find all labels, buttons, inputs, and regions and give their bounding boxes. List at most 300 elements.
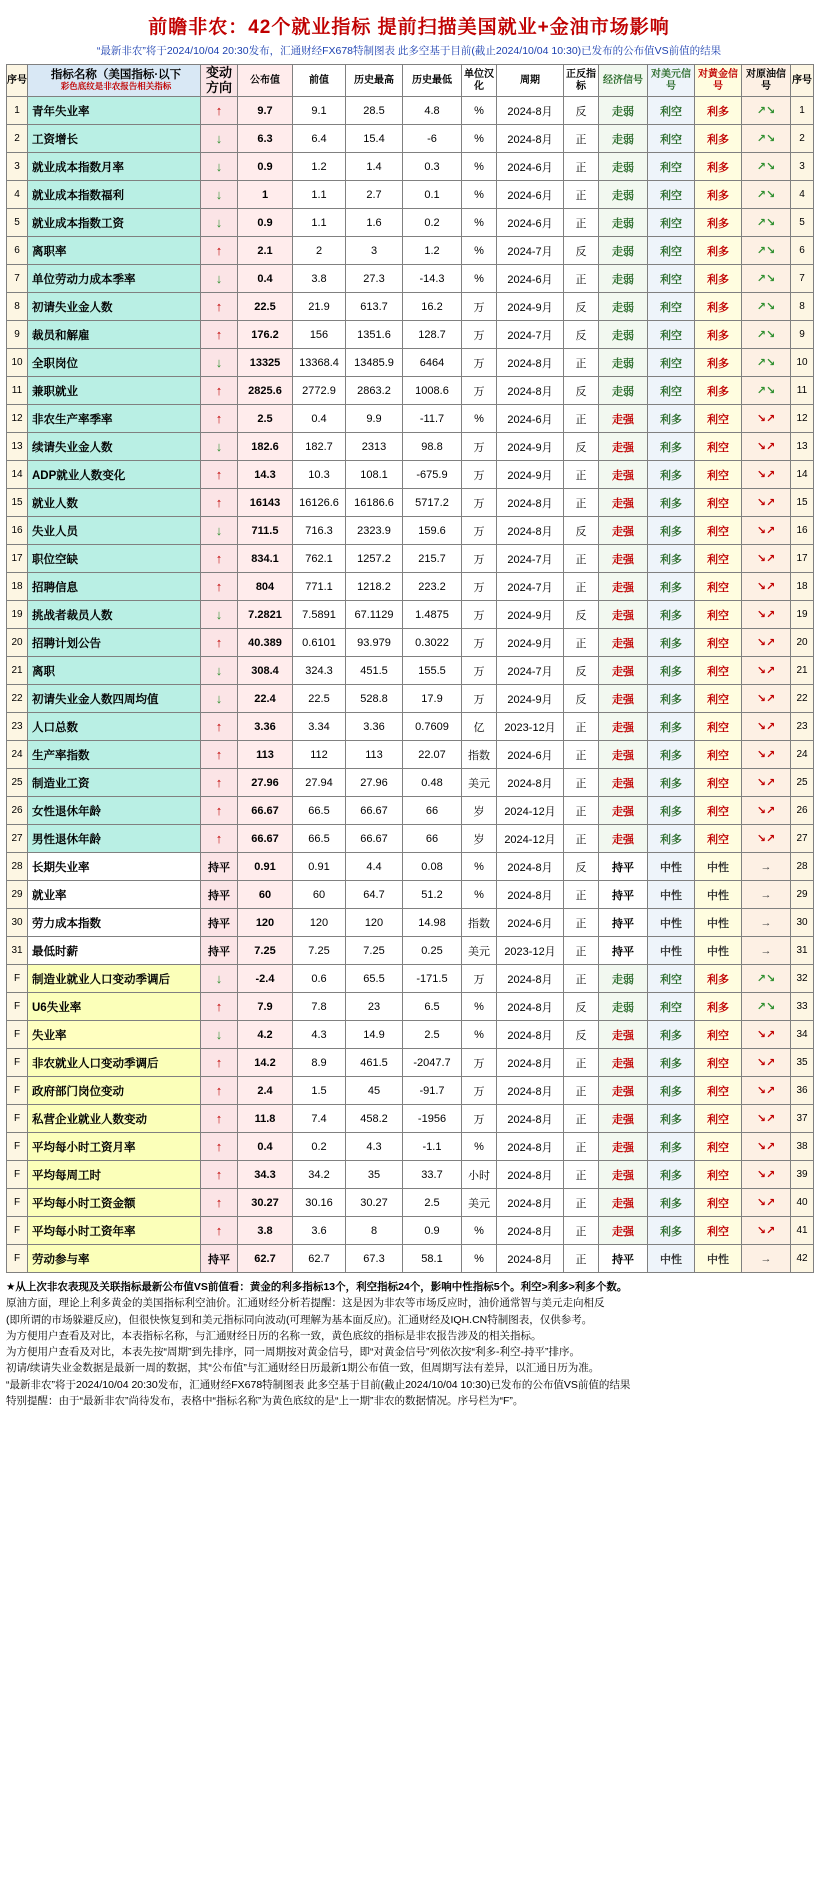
published-value: 11.8 bbox=[238, 1105, 293, 1133]
usd-signal: 利空 bbox=[648, 993, 695, 1021]
header-oil-signal: 对原油信号 bbox=[742, 65, 791, 97]
usd-signal: 利多 bbox=[648, 601, 695, 629]
econ-signal: 走强 bbox=[599, 1189, 648, 1217]
published-value: 834.1 bbox=[238, 545, 293, 573]
oil-signal-icon: → bbox=[742, 1245, 791, 1273]
reverse-flag: 正 bbox=[564, 769, 599, 797]
econ-signal: 走弱 bbox=[599, 209, 648, 237]
historical-min: 0.48 bbox=[403, 769, 462, 797]
usd-signal: 利空 bbox=[648, 153, 695, 181]
direction-arrow-icon: ↑ bbox=[201, 1077, 238, 1105]
oil-signal-icon: ↘↗ bbox=[742, 405, 791, 433]
econ-signal: 走强 bbox=[599, 797, 648, 825]
econ-signal: 走强 bbox=[599, 825, 648, 853]
gold-signal: 利空 bbox=[695, 1021, 742, 1049]
econ-signal: 走弱 bbox=[599, 181, 648, 209]
table-row bbox=[7, 601, 814, 629]
unit: % bbox=[462, 237, 497, 265]
reverse-flag: 正 bbox=[564, 349, 599, 377]
footnote-line: (即所谓的市场躲避反应)，但很快恢复到和美元指标同向波动(可理解为基本面反应)。汇通财经及IQH.CN特制图表，仅供参考。 bbox=[6, 1313, 593, 1326]
unit: % bbox=[462, 1217, 497, 1245]
econ-signal: 持平 bbox=[599, 1245, 648, 1273]
table-row bbox=[7, 1049, 814, 1077]
table-row bbox=[7, 1133, 814, 1161]
gold-signal: 利空 bbox=[695, 825, 742, 853]
indicator-name: 女性退休年龄 bbox=[28, 797, 201, 825]
table-row bbox=[7, 1077, 814, 1105]
oil-signal-icon: ↘↗ bbox=[742, 1049, 791, 1077]
reverse-flag: 正 bbox=[564, 125, 599, 153]
usd-signal: 利多 bbox=[648, 1189, 695, 1217]
indicator-name: 青年失业率 bbox=[28, 97, 201, 125]
historical-min: 128.7 bbox=[403, 321, 462, 349]
published-value: 7.9 bbox=[238, 993, 293, 1021]
reverse-flag: 正 bbox=[564, 461, 599, 489]
indicator-name: 平均每小时工资金额 bbox=[28, 1189, 201, 1217]
row-index2: 18 bbox=[791, 573, 814, 601]
header-value: 公布值 bbox=[238, 65, 293, 97]
table-row bbox=[7, 377, 814, 405]
previous-value: 1.1 bbox=[293, 209, 346, 237]
table-row bbox=[7, 825, 814, 853]
row-index2: 15 bbox=[791, 489, 814, 517]
historical-max: 461.5 bbox=[346, 1049, 403, 1077]
period: 2024-8月 bbox=[497, 517, 564, 545]
table-row bbox=[7, 965, 814, 993]
historical-max: 1.4 bbox=[346, 153, 403, 181]
published-value: 7.25 bbox=[238, 937, 293, 965]
previous-value: 7.4 bbox=[293, 1105, 346, 1133]
oil-signal-icon: → bbox=[742, 881, 791, 909]
usd-signal: 利空 bbox=[648, 265, 695, 293]
gold-signal: 中性 bbox=[695, 881, 742, 909]
oil-signal-icon: ↗↘ bbox=[742, 181, 791, 209]
historical-min: 2.5 bbox=[403, 1021, 462, 1049]
usd-signal: 中性 bbox=[648, 1245, 695, 1273]
usd-signal: 利空 bbox=[648, 237, 695, 265]
indicator-name: 离职率 bbox=[28, 237, 201, 265]
header-min: 历史最低 bbox=[403, 65, 462, 97]
indicator-name: 裁员和解雇 bbox=[28, 321, 201, 349]
previous-value: 30.16 bbox=[293, 1189, 346, 1217]
historical-min: 16.2 bbox=[403, 293, 462, 321]
period: 2024-8月 bbox=[497, 1217, 564, 1245]
header-direction: 变动方向 bbox=[201, 65, 238, 97]
row-index2: 1 bbox=[791, 97, 814, 125]
footnote-line: 为方便用户查看及对比，本表指标名称，与汇通财经日历的名称一致，黄色底纹的指标是非农报告涉及的相关指标。 bbox=[6, 1329, 542, 1342]
gold-signal: 中性 bbox=[695, 853, 742, 881]
historical-min: 0.7609 bbox=[403, 713, 462, 741]
direction-arrow-icon: ↑ bbox=[201, 1161, 238, 1189]
indicator-name: 就业率 bbox=[28, 881, 201, 909]
period: 2024-8月 bbox=[497, 769, 564, 797]
row-index2: 22 bbox=[791, 685, 814, 713]
indicator-name: 就业人数 bbox=[28, 489, 201, 517]
row-index: 8 bbox=[7, 293, 28, 321]
row-index: F bbox=[7, 1161, 28, 1189]
historical-max: 64.7 bbox=[346, 881, 403, 909]
row-index2: 32 bbox=[791, 965, 814, 993]
published-value: 182.6 bbox=[238, 433, 293, 461]
econ-signal: 走强 bbox=[599, 741, 648, 769]
published-value: 22.4 bbox=[238, 685, 293, 713]
usd-signal: 利多 bbox=[648, 797, 695, 825]
historical-max: 2863.2 bbox=[346, 377, 403, 405]
table-row bbox=[7, 1021, 814, 1049]
econ-signal: 走强 bbox=[599, 713, 648, 741]
historical-max: 1.6 bbox=[346, 209, 403, 237]
unit: % bbox=[462, 209, 497, 237]
econ-signal: 走强 bbox=[599, 1217, 648, 1245]
oil-signal-icon: ↗↘ bbox=[742, 293, 791, 321]
historical-min: 159.6 bbox=[403, 517, 462, 545]
unit: % bbox=[462, 265, 497, 293]
published-value: 62.7 bbox=[238, 1245, 293, 1273]
historical-min: 1.2 bbox=[403, 237, 462, 265]
historical-min: -171.5 bbox=[403, 965, 462, 993]
usd-signal: 利空 bbox=[648, 125, 695, 153]
indicator-name: 失业率 bbox=[28, 1021, 201, 1049]
oil-signal-icon: ↗↘ bbox=[742, 237, 791, 265]
gold-signal: 利空 bbox=[695, 629, 742, 657]
gold-signal: 利多 bbox=[695, 153, 742, 181]
historical-max: 7.25 bbox=[346, 937, 403, 965]
gold-signal: 利空 bbox=[695, 741, 742, 769]
oil-signal-icon: ↘↗ bbox=[742, 825, 791, 853]
table-header-row bbox=[7, 65, 814, 97]
table-row bbox=[7, 573, 814, 601]
table-row bbox=[7, 321, 814, 349]
oil-signal-icon: ↗↘ bbox=[742, 321, 791, 349]
previous-value: 0.2 bbox=[293, 1133, 346, 1161]
oil-signal-icon: ↘↗ bbox=[742, 657, 791, 685]
period: 2024-8月 bbox=[497, 1021, 564, 1049]
header-prev: 前值 bbox=[293, 65, 346, 97]
period: 2024-8月 bbox=[497, 349, 564, 377]
row-index: 31 bbox=[7, 937, 28, 965]
previous-value: 0.6101 bbox=[293, 629, 346, 657]
table-row bbox=[7, 181, 814, 209]
direction-arrow-icon: ↑ bbox=[201, 1189, 238, 1217]
historical-max: 30.27 bbox=[346, 1189, 403, 1217]
published-value: 711.5 bbox=[238, 517, 293, 545]
unit: 指数 bbox=[462, 741, 497, 769]
historical-min: -6 bbox=[403, 125, 462, 153]
reverse-flag: 正 bbox=[564, 713, 599, 741]
table-row bbox=[7, 937, 814, 965]
period: 2024-8月 bbox=[497, 1049, 564, 1077]
indicator-name: 人口总数 bbox=[28, 713, 201, 741]
oil-signal-icon: ↘↗ bbox=[742, 545, 791, 573]
published-value: 30.27 bbox=[238, 1189, 293, 1217]
gold-signal: 利空 bbox=[695, 1133, 742, 1161]
oil-signal-icon: ↗↘ bbox=[742, 965, 791, 993]
indicator-name: 平均每小时工资月率 bbox=[28, 1133, 201, 1161]
historical-min: 4.8 bbox=[403, 97, 462, 125]
previous-value: 21.9 bbox=[293, 293, 346, 321]
header-max: 历史最高 bbox=[346, 65, 403, 97]
published-value: 113 bbox=[238, 741, 293, 769]
indicator-name: 招聘计划公告 bbox=[28, 629, 201, 657]
oil-signal-icon: ↘↗ bbox=[742, 769, 791, 797]
previous-value: 62.7 bbox=[293, 1245, 346, 1273]
row-index2: 10 bbox=[791, 349, 814, 377]
usd-signal: 利空 bbox=[648, 349, 695, 377]
row-index2: 30 bbox=[791, 909, 814, 937]
table-row bbox=[7, 909, 814, 937]
usd-signal: 利空 bbox=[648, 965, 695, 993]
published-value: 4.2 bbox=[238, 1021, 293, 1049]
previous-value: 1.2 bbox=[293, 153, 346, 181]
table-row bbox=[7, 209, 814, 237]
row-index2: 9 bbox=[791, 321, 814, 349]
published-value: 2825.6 bbox=[238, 377, 293, 405]
gold-signal: 利多 bbox=[695, 993, 742, 1021]
indicator-name: 离职 bbox=[28, 657, 201, 685]
row-index: 5 bbox=[7, 209, 28, 237]
historical-min: 58.1 bbox=[403, 1245, 462, 1273]
period: 2024-8月 bbox=[497, 853, 564, 881]
table-row bbox=[7, 1161, 814, 1189]
gold-signal: 利空 bbox=[695, 1077, 742, 1105]
previous-value: 60 bbox=[293, 881, 346, 909]
historical-max: 2.7 bbox=[346, 181, 403, 209]
gold-signal: 中性 bbox=[695, 937, 742, 965]
historical-max: 4.4 bbox=[346, 853, 403, 881]
row-index2: 24 bbox=[791, 741, 814, 769]
econ-signal: 走强 bbox=[599, 517, 648, 545]
reverse-flag: 正 bbox=[564, 545, 599, 573]
period: 2023-12月 bbox=[497, 937, 564, 965]
oil-signal-icon: ↗↘ bbox=[742, 153, 791, 181]
row-index2: 6 bbox=[791, 237, 814, 265]
indicator-name: 长期失业率 bbox=[28, 853, 201, 881]
econ-signal: 走弱 bbox=[599, 377, 648, 405]
direction-arrow-icon: ↑ bbox=[201, 97, 238, 125]
indicator-name: 平均每小时工资年率 bbox=[28, 1217, 201, 1245]
reverse-flag: 正 bbox=[564, 797, 599, 825]
oil-signal-icon: ↗↘ bbox=[742, 377, 791, 405]
previous-value: 771.1 bbox=[293, 573, 346, 601]
unit: 万 bbox=[462, 377, 497, 405]
usd-signal: 利空 bbox=[648, 97, 695, 125]
row-index: 27 bbox=[7, 825, 28, 853]
reverse-flag: 正 bbox=[564, 881, 599, 909]
published-value: 66.67 bbox=[238, 825, 293, 853]
row-index: 12 bbox=[7, 405, 28, 433]
unit: % bbox=[462, 881, 497, 909]
row-index: 6 bbox=[7, 237, 28, 265]
indicator-name: 最低时薪 bbox=[28, 937, 201, 965]
historical-min: 223.2 bbox=[403, 573, 462, 601]
published-value: 9.7 bbox=[238, 97, 293, 125]
gold-signal: 利空 bbox=[695, 769, 742, 797]
table-row bbox=[7, 349, 814, 377]
table-row bbox=[7, 237, 814, 265]
gold-signal: 利空 bbox=[695, 685, 742, 713]
historical-max: 28.5 bbox=[346, 97, 403, 125]
previous-value: 156 bbox=[293, 321, 346, 349]
table-row bbox=[7, 433, 814, 461]
econ-signal: 走弱 bbox=[599, 349, 648, 377]
row-index: 10 bbox=[7, 349, 28, 377]
header-period: 周期 bbox=[497, 65, 564, 97]
previous-value: 120 bbox=[293, 909, 346, 937]
indicator-name: 政府部门岗位变动 bbox=[28, 1077, 201, 1105]
row-index2: 37 bbox=[791, 1105, 814, 1133]
row-index2: 12 bbox=[791, 405, 814, 433]
published-value: 66.67 bbox=[238, 797, 293, 825]
unit: 指数 bbox=[462, 909, 497, 937]
oil-signal-icon: ↘↗ bbox=[742, 1105, 791, 1133]
row-index2: 42 bbox=[791, 1245, 814, 1273]
previous-value: 2 bbox=[293, 237, 346, 265]
direction-arrow-icon: ↑ bbox=[201, 237, 238, 265]
published-value: 120 bbox=[238, 909, 293, 937]
historical-max: 613.7 bbox=[346, 293, 403, 321]
usd-signal: 利多 bbox=[648, 685, 695, 713]
direction-arrow-icon: ↑ bbox=[201, 993, 238, 1021]
reverse-flag: 正 bbox=[564, 937, 599, 965]
oil-signal-icon: ↘↗ bbox=[742, 433, 791, 461]
historical-min: 0.9 bbox=[403, 1217, 462, 1245]
header-index: 序号 bbox=[7, 65, 28, 97]
row-index: 20 bbox=[7, 629, 28, 657]
page-title: 前瞻非农：42个就业指标 提前扫描美国就业+金油市场影响 bbox=[148, 17, 670, 38]
oil-signal-icon: ↘↗ bbox=[742, 1021, 791, 1049]
historical-min: 0.1 bbox=[403, 181, 462, 209]
header-name bbox=[28, 65, 201, 97]
period: 2024-8月 bbox=[497, 377, 564, 405]
econ-signal: 走强 bbox=[599, 1105, 648, 1133]
gold-signal: 利空 bbox=[695, 433, 742, 461]
gold-signal: 利空 bbox=[695, 1189, 742, 1217]
published-value: 0.4 bbox=[238, 1133, 293, 1161]
previous-value: 16126.6 bbox=[293, 489, 346, 517]
econ-signal: 走强 bbox=[599, 769, 648, 797]
unit: % bbox=[462, 1133, 497, 1161]
indicator-name: 招聘信息 bbox=[28, 573, 201, 601]
unit: 万 bbox=[462, 461, 497, 489]
historical-min: -1.1 bbox=[403, 1133, 462, 1161]
reverse-flag: 反 bbox=[564, 601, 599, 629]
usd-signal: 利多 bbox=[648, 517, 695, 545]
gold-signal: 利空 bbox=[695, 1105, 742, 1133]
row-index: 2 bbox=[7, 125, 28, 153]
historical-max: 3.36 bbox=[346, 713, 403, 741]
gold-signal: 利空 bbox=[695, 1161, 742, 1189]
historical-min: 51.2 bbox=[403, 881, 462, 909]
row-index: 21 bbox=[7, 657, 28, 685]
row-index: F bbox=[7, 1245, 28, 1273]
previous-value: 9.1 bbox=[293, 97, 346, 125]
published-value: 6.3 bbox=[238, 125, 293, 153]
period: 2024-9月 bbox=[497, 685, 564, 713]
indicators-table bbox=[6, 64, 814, 1273]
econ-signal: 走弱 bbox=[599, 125, 648, 153]
table-row bbox=[7, 125, 814, 153]
period: 2024-8月 bbox=[497, 1133, 564, 1161]
historical-min: 14.98 bbox=[403, 909, 462, 937]
unit: 万 bbox=[462, 293, 497, 321]
period: 2024-8月 bbox=[497, 993, 564, 1021]
row-index: F bbox=[7, 1077, 28, 1105]
indicator-name: 续请失业金人数 bbox=[28, 433, 201, 461]
previous-value: 762.1 bbox=[293, 545, 346, 573]
historical-min: 155.5 bbox=[403, 657, 462, 685]
direction-arrow-icon: ↑ bbox=[201, 321, 238, 349]
period: 2024-12月 bbox=[497, 825, 564, 853]
row-index2: 3 bbox=[791, 153, 814, 181]
historical-max: 15.4 bbox=[346, 125, 403, 153]
page-subtitle: “最新非农”将于2024/10/04 20:30发布，汇通财经FX678特制图表 此多空基于目前(截止2024/10/04 10:30)已发布的公布值VS前值的结果 bbox=[96, 45, 722, 57]
gold-signal: 利多 bbox=[695, 321, 742, 349]
econ-signal: 走强 bbox=[599, 1049, 648, 1077]
header-econ-signal: 经济信号 bbox=[599, 65, 648, 97]
econ-signal: 走强 bbox=[599, 433, 648, 461]
historical-max: 120 bbox=[346, 909, 403, 937]
oil-signal-icon: ↘↗ bbox=[742, 629, 791, 657]
historical-min: 22.07 bbox=[403, 741, 462, 769]
gold-signal: 中性 bbox=[695, 1245, 742, 1273]
usd-signal: 利多 bbox=[648, 1077, 695, 1105]
econ-signal: 走强 bbox=[599, 1133, 648, 1161]
direction-arrow-icon: ↓ bbox=[201, 433, 238, 461]
unit: 亿 bbox=[462, 713, 497, 741]
table-row bbox=[7, 797, 814, 825]
unit: % bbox=[462, 853, 497, 881]
econ-signal: 走强 bbox=[599, 1021, 648, 1049]
previous-value: 27.94 bbox=[293, 769, 346, 797]
usd-signal: 利多 bbox=[648, 545, 695, 573]
row-index: F bbox=[7, 1189, 28, 1217]
published-value: 0.4 bbox=[238, 265, 293, 293]
direction-arrow-icon: 持平 bbox=[201, 881, 238, 909]
row-index2: 23 bbox=[791, 713, 814, 741]
unit: 万 bbox=[462, 1105, 497, 1133]
footnotes bbox=[6, 1279, 812, 1409]
historical-min: 215.7 bbox=[403, 545, 462, 573]
period: 2024-9月 bbox=[497, 433, 564, 461]
unit: % bbox=[462, 181, 497, 209]
published-value: 2.4 bbox=[238, 1077, 293, 1105]
gold-signal: 利空 bbox=[695, 1049, 742, 1077]
table-row bbox=[7, 629, 814, 657]
reverse-flag: 正 bbox=[564, 1105, 599, 1133]
econ-signal: 走强 bbox=[599, 657, 648, 685]
previous-value: 0.6 bbox=[293, 965, 346, 993]
row-index: 13 bbox=[7, 433, 28, 461]
econ-signal: 走强 bbox=[599, 545, 648, 573]
period: 2024-8月 bbox=[497, 1105, 564, 1133]
previous-value: 3.8 bbox=[293, 265, 346, 293]
previous-value: 1.5 bbox=[293, 1077, 346, 1105]
row-index: 23 bbox=[7, 713, 28, 741]
usd-signal: 利空 bbox=[648, 181, 695, 209]
reverse-flag: 反 bbox=[564, 293, 599, 321]
table-row bbox=[7, 685, 814, 713]
usd-signal: 利多 bbox=[648, 405, 695, 433]
table-row bbox=[7, 881, 814, 909]
direction-arrow-icon: ↑ bbox=[201, 769, 238, 797]
reverse-flag: 正 bbox=[564, 181, 599, 209]
period: 2023-12月 bbox=[497, 713, 564, 741]
period: 2024-9月 bbox=[497, 293, 564, 321]
gold-signal: 利多 bbox=[695, 237, 742, 265]
footnote-line: ★从上次非农表现及关联指标最新公布值VS前值看：黄金的利多指标13个，利空指标24个，影响中性指标5个。利空>利多>利多个数。 bbox=[6, 1281, 628, 1294]
historical-max: 14.9 bbox=[346, 1021, 403, 1049]
row-index: F bbox=[7, 993, 28, 1021]
